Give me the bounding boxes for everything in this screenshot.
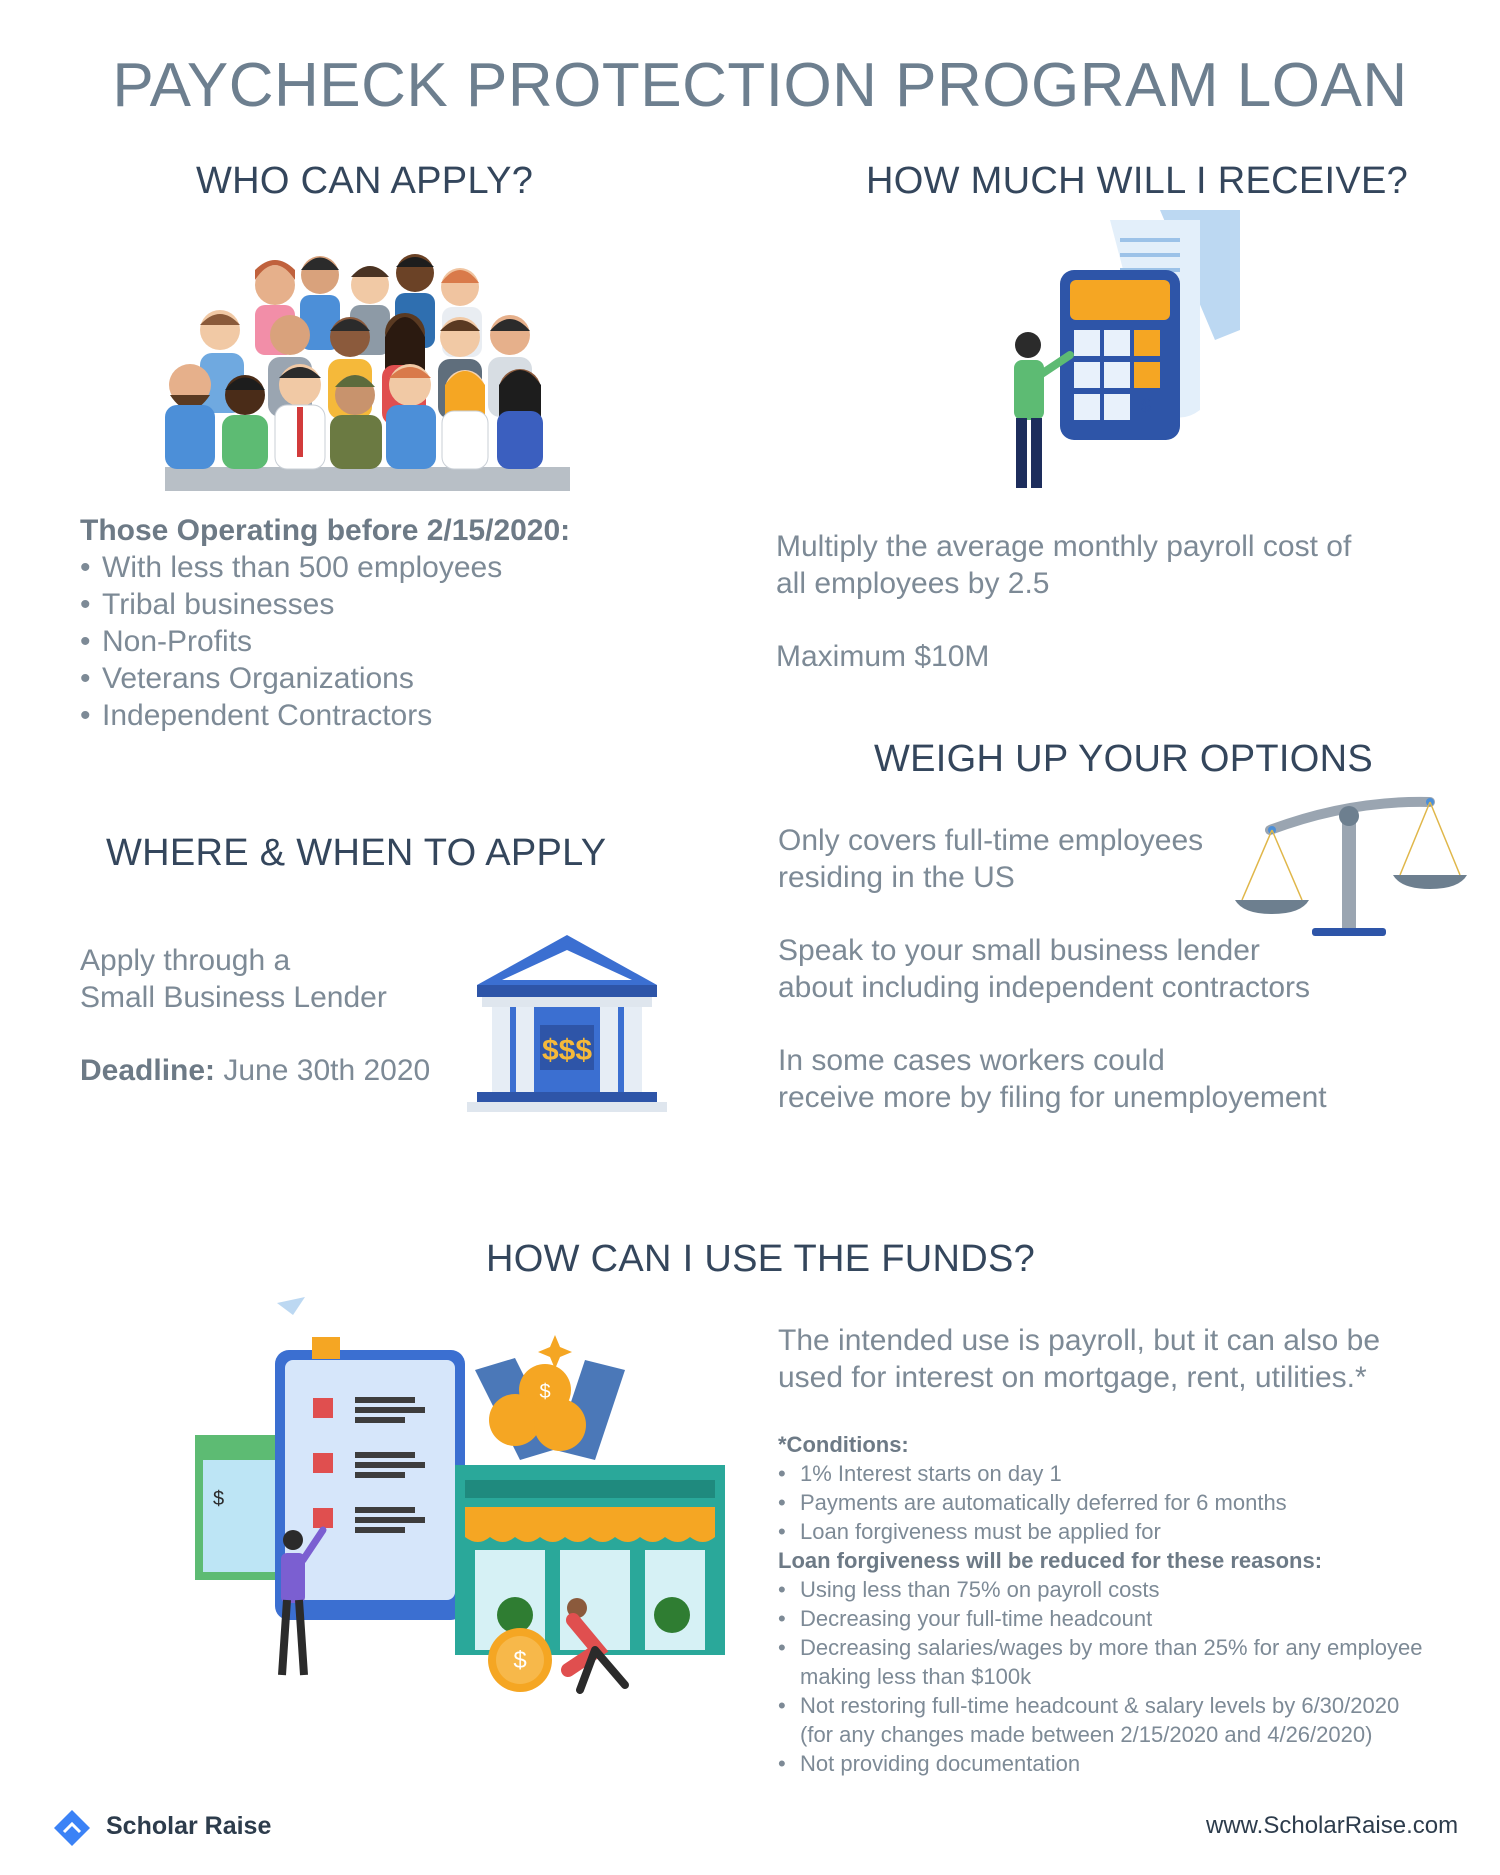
bank-illustration (462, 930, 672, 1120)
list-item: • Veterans Organizations (80, 660, 640, 697)
coin-symbol: $ (539, 1381, 551, 1403)
list-item-continued: making less than $100k (800, 1664, 1032, 1689)
register-symbol: $ (213, 1488, 225, 1510)
deadline (80, 1052, 480, 1089)
crowd-illustration (160, 245, 580, 495)
where-line-2: Small Business Lender (80, 981, 387, 1014)
how-much-line-1: Multiply the average monthly payroll cost of (776, 530, 1352, 563)
website-link[interactable]: www.ScholarRaise.com (1206, 1812, 1459, 1839)
funds-intro-line-2: used for interest on mortgage, rent, utilities.* (778, 1361, 1367, 1394)
bank-sign: $$$ (541, 1034, 593, 1067)
how-much-line-2: all employees by 2.5 (776, 567, 1050, 600)
weigh-p1-line-2: residing in the US (778, 861, 1015, 894)
where-text (80, 942, 480, 1089)
list-item: • Using less than 75% on payroll costs (778, 1575, 1478, 1604)
big-coin-symbol: $ (513, 1647, 527, 1674)
conditions-list (778, 1459, 1478, 1546)
list-item: • Payments are automatically deferred for 6 months (778, 1488, 1478, 1517)
list-item: • Decreasing salaries/wages by more than 25% for any employee (778, 1633, 1478, 1662)
weigh-p1-line-1: Only covers full-time employees (778, 824, 1204, 857)
how-much-heading: HOW MUCH WILL I RECEIVE? (866, 160, 1409, 202)
how-much-text (776, 528, 1416, 675)
list-item-continued: (for any changes made between 2/15/2020 and 4/26/2020) (800, 1722, 1373, 1747)
weigh-text (778, 822, 1458, 1116)
brand-name: Scholar Raise (106, 1812, 272, 1840)
list-item: • Tribal businesses (80, 586, 640, 623)
who-list (80, 549, 640, 734)
list-item: • With less than 500 employees (80, 549, 640, 586)
conditions-label: *Conditions: (778, 1432, 909, 1457)
weigh-p2-line-1: Speak to your small business lender (778, 934, 1260, 967)
list-item: • Loan forgiveness must be applied for (778, 1517, 1478, 1546)
funds-intro-line-1: The intended use is payroll, but it can also be (778, 1324, 1381, 1357)
weigh-heading: WEIGH UP YOUR OPTIONS (874, 738, 1373, 780)
calculator-illustration (1000, 200, 1270, 500)
deadline-value: June 30th 2020 (215, 1054, 431, 1087)
list-item: • Not providing documentation (778, 1749, 1478, 1778)
list-item: • Not restoring full-time headcount & salary levels by 6/30/2020 (778, 1691, 1478, 1720)
calc-symbol: $ (1140, 396, 1152, 416)
reasons-list (778, 1575, 1478, 1778)
how-much-max: Maximum $10M (776, 640, 990, 673)
scholar-raise-logo-icon (50, 1808, 94, 1848)
who-heading: WHO CAN APPLY? (196, 160, 534, 202)
funds-heading: HOW CAN I USE THE FUNDS? (486, 1238, 1036, 1280)
list-item: • 1% Interest starts on day 1 (778, 1459, 1478, 1488)
funds-intro (778, 1322, 1458, 1396)
list-item: • Independent Contractors (80, 697, 640, 734)
weigh-p2-line-2: about including independent contractors (778, 971, 1311, 1004)
funds-illustration (185, 1295, 730, 1705)
deadline-label: Deadline: (80, 1054, 216, 1087)
page-title: PAYCHECK PROTECTION PROGRAM LOAN (112, 51, 1408, 120)
reduction-label: Loan forgiveness will be reduced for these reasons: (778, 1548, 1323, 1573)
weigh-p3-line-1: In some cases workers could (778, 1044, 1165, 1077)
who-text (80, 512, 640, 734)
funds-conditions (778, 1430, 1478, 1778)
where-line-1: Apply through a (80, 944, 291, 977)
who-lead: Those Operating before 2/15/2020: (80, 514, 571, 547)
list-item: • Decreasing your full-time headcount (778, 1604, 1478, 1633)
weigh-p3-line-2: receive more by filing for unemployement (778, 1081, 1327, 1114)
where-heading: WHERE & WHEN TO APPLY (106, 832, 607, 874)
list-item: • Non-Profits (80, 623, 640, 660)
